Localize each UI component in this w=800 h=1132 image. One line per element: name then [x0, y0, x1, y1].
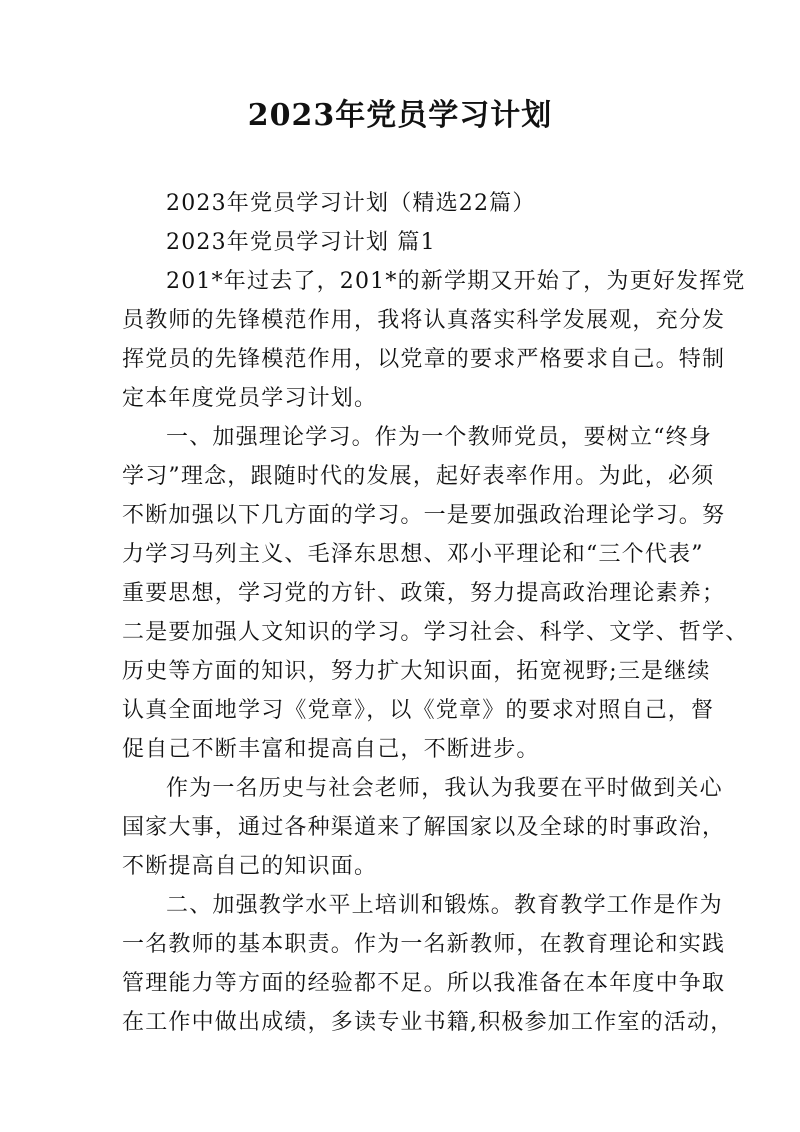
text-line: 不断提高自己的知识面。 [122, 854, 378, 879]
document-body [122, 184, 749, 1042]
text-line: 员教师的先锋模范作用，我将认真落实科学发展观，充分发 [122, 308, 726, 333]
text-line: 认真全面地学习《党章》，以《党章》的要求对照自己，督 [122, 698, 715, 723]
text-line: 不断加强以下几方面的学习。一是要加强政治理论学习。努 [122, 503, 726, 528]
text-line: 一名教师的基本职责。作为一名新教师，在教育理论和实践 [122, 932, 726, 957]
text-line: 作为一名历史与社会老师，我认为我要在平时做到关心 [166, 776, 723, 801]
text-line: 历史等方面的知识，努力扩大知识面，拓宽视野;三是继续 [122, 659, 711, 684]
text-line: 学习”理念，跟随时代的发展，起好表率作用。为此，必须 [122, 464, 715, 489]
text-line: 2023年党员学习计划 篇1 [166, 230, 436, 255]
text-line: 促自己不断丰富和提高自己，不断进步。 [122, 737, 540, 762]
text-line: 一、加强理论学习。作为一个教师党员，要树立“终身 [166, 425, 713, 450]
text-line: 2023年党员学习计划（精选22篇） [166, 191, 536, 216]
document-title: 2023年党员学习计划 [247, 98, 553, 133]
text-line: 在工作中做出成绩，多读专业书籍,积极参加工作室的活动， [122, 1010, 734, 1035]
text-line: 定本年度党员学习计划。 [122, 386, 378, 411]
text-line: 力学习马列主义、毛泽东思想、邓小平理论和“三个代表” [122, 542, 704, 567]
text-line: 挥党员的先锋模范作用，以党章的要求严格要求自己。特制 [122, 347, 726, 372]
text-line: 重要思想，学习党的方针、政策，努力提高政治理论素养； [122, 581, 726, 606]
text-line: 管理能力等方面的经验都不足。所以我准备在本年度中争取 [122, 971, 726, 996]
text-line: 二是要加强人文知识的学习。学习社会、科学、文学、哲学、 [122, 620, 749, 645]
text-line: 201*年过去了，201*的新学期又开始了，为更好发挥党 [166, 269, 746, 294]
text-line: 国家大事，通过各种渠道来了解国家以及全球的时事政治， [122, 815, 726, 840]
text-line: 二、加强教学水平上培训和锻炼。教育教学工作是作为 [166, 893, 723, 918]
